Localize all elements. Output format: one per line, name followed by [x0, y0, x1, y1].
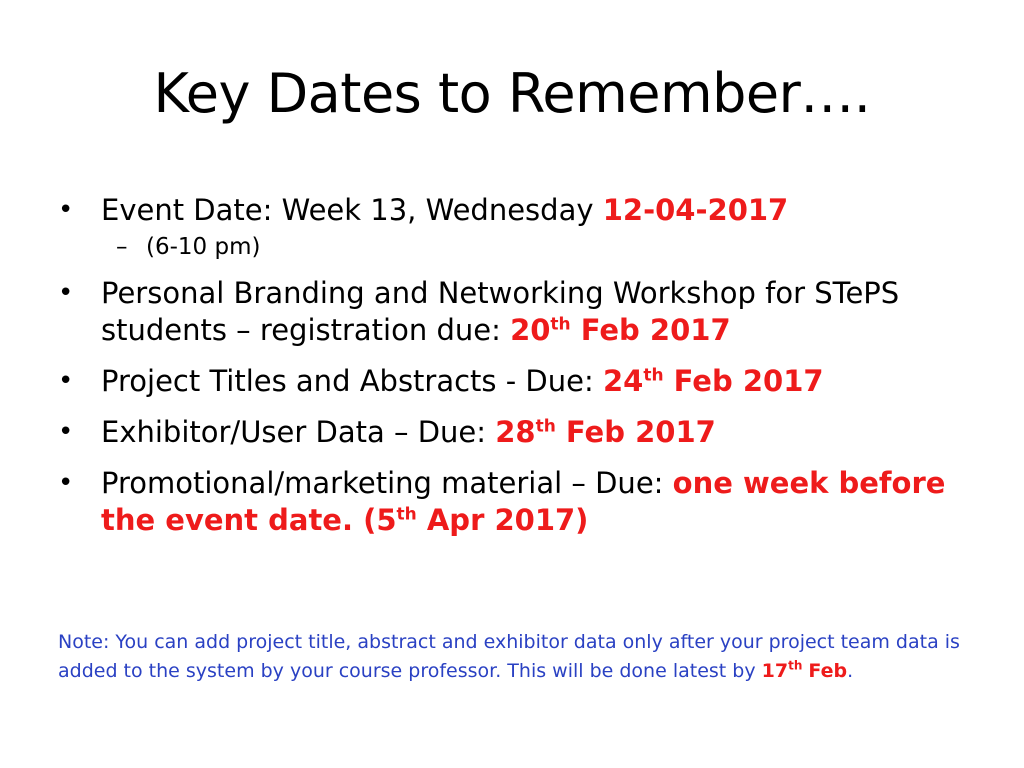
- registration-due-date: [510, 313, 731, 347]
- event-time-text: (6-10 pm): [146, 234, 261, 260]
- bullet-promotional-material: [58, 465, 948, 539]
- bullet-event-date: [58, 192, 948, 229]
- sub-bullet-dash-icon: –: [116, 234, 128, 260]
- bullet-text: Event Date: Week 13, Wednesday: [101, 193, 603, 227]
- bullet-text: Promotional/marketing material – Due:: [101, 466, 673, 500]
- bullet-project-titles: [58, 363, 948, 400]
- date-day: 24: [602, 364, 644, 398]
- due-text: one week before the event date. (5: [101, 466, 946, 537]
- date-day: 20: [510, 313, 551, 347]
- date-suffix: th: [396, 504, 417, 525]
- date-month-year: Feb 2017: [663, 364, 824, 398]
- bullet-text: Project Titles and Abstracts - Due:: [101, 364, 603, 398]
- note-text: [58, 628, 988, 686]
- date-suffix: th: [550, 314, 571, 335]
- bullet-list: [58, 192, 948, 539]
- date-month-year: Apr 2017): [416, 503, 589, 537]
- note-end: .: [847, 660, 854, 682]
- bullet-dot-icon: •: [58, 417, 74, 447]
- exhibitor-data-due-date: [495, 415, 716, 449]
- bullet-dot-icon: •: [58, 468, 74, 498]
- slide-title: Key Dates to Remember….: [153, 62, 871, 125]
- bullet-dot-icon: •: [58, 366, 74, 396]
- bullet-text: Exhibitor/User Data – Due:: [101, 415, 496, 449]
- date-suffix: th: [643, 365, 664, 386]
- date-suffix: th: [535, 416, 556, 437]
- note-date-suffix: th: [788, 658, 803, 673]
- bullet-dot-icon: •: [58, 195, 74, 225]
- note-date-month: Feb: [808, 660, 848, 682]
- event-date-value: 12-04-2017: [602, 193, 789, 227]
- note-body: Note: You can add project title, abstract and exhibitor data only after your project team data is added to the system by your course professor. This will be done latest by: [58, 631, 960, 682]
- bullet-text: Personal Branding and Networking Workshop for STePS students – registration due:: [101, 276, 900, 347]
- bullet-workshop-registration: [58, 275, 948, 349]
- project-titles-due-date: [603, 364, 824, 398]
- note-date-day: 17: [761, 660, 789, 682]
- bullet-exhibitor-data: [58, 414, 948, 451]
- date-day: 28: [495, 415, 536, 449]
- bullet-dot-icon: •: [58, 278, 74, 308]
- date-month-year: Feb 2017: [555, 415, 716, 449]
- sub-bullet-event-time: [58, 231, 948, 263]
- date-month-year: Feb 2017: [570, 313, 731, 347]
